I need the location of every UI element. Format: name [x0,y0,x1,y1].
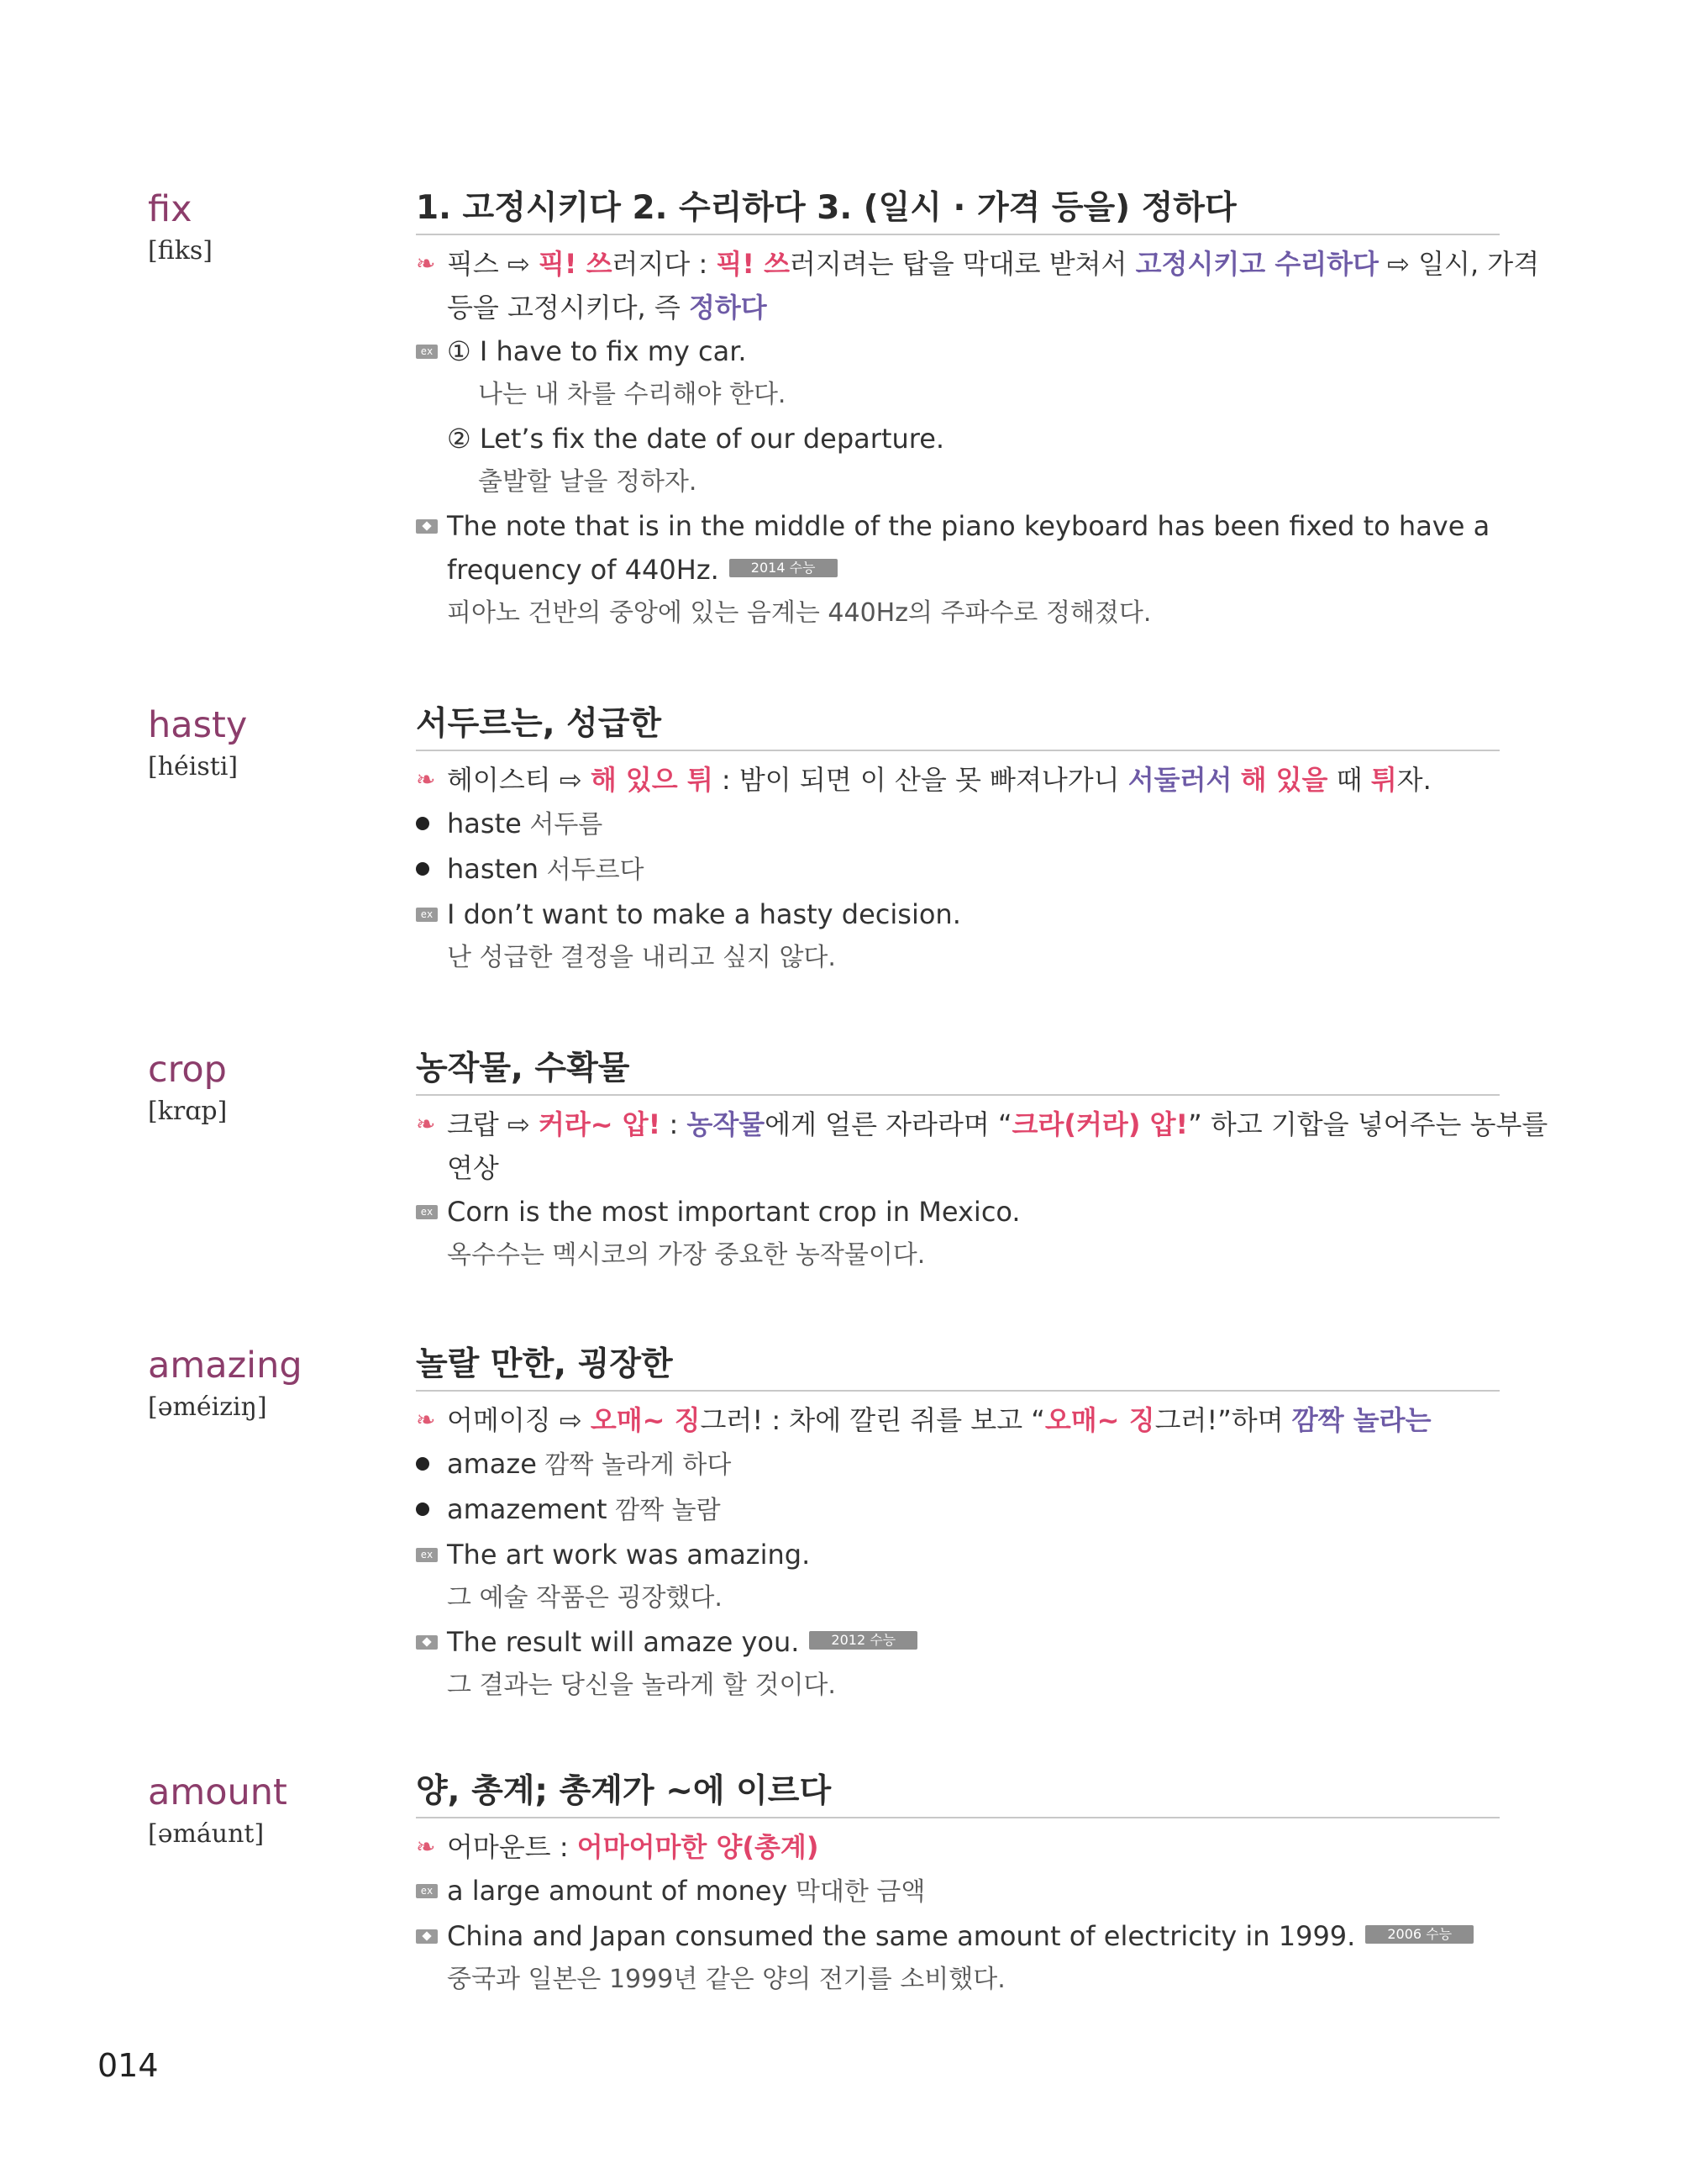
feather-icon: ❧ [416,1406,436,1434]
mnemonic-line [416,1103,1548,1146]
text: : [660,1108,687,1140]
text: 어마운트 : [447,1831,577,1863]
quote-translation: 중국과 일본은 1999년 같은 양의 전기를 소비했다. [447,1965,1006,1994]
derivative-line [416,802,1500,847]
quote-icon [416,1914,444,1958]
text: 크랍 ⇨ [447,1108,539,1140]
entry-body [416,1050,1548,1277]
highlight: 커라~ 압! [538,1108,661,1140]
highlight: 튀 [1370,764,1397,796]
headword: crop [148,1049,227,1091]
feather-icon: ❧ [416,250,436,277]
quote-line [416,1914,1500,1958]
quote-text: The note that is in the middle of the piano keyboard has been fixed to have a [447,510,1490,542]
quote-line [416,548,1500,592]
pronunciation: [héisti] [148,752,239,782]
example-translation: 옥수수는 멕시코의 가장 중요한 농작물이다. [447,1240,926,1270]
mnemonic-line [416,758,1500,802]
bullet-icon [416,802,444,845]
text: 러지다 : [612,248,717,280]
example-text: The art work was amazing. [447,1539,811,1571]
text: 헤이스티 ⇨ [447,764,591,796]
example-text: I don’t want to make a hasty decision. [447,898,961,930]
example-text: a large amount of money [447,1875,788,1907]
text: 어메이징 ⇨ [447,1404,591,1436]
text: 러지려는 탑을 막대로 받쳐서 [789,248,1136,280]
quote-translation: 그 결과는 당신을 놀라게 할 것이다. [447,1671,836,1700]
text: ⇨ 일시, 가격 [1378,248,1540,280]
derivative-line [416,1487,1500,1533]
highlight: 정하다 [688,292,767,324]
highlight: 농작물 [686,1108,765,1140]
quote-text: frequency of 440Hz. [447,554,719,586]
example-translation: 나는 내 차를 수리해야 한다. [478,380,786,409]
bullet-icon [416,1442,444,1486]
meaning-heading: 놀랄 만한, 굉장한 [416,1343,1500,1392]
highlight: 오매~ 징 [590,1404,701,1436]
example-line [416,1533,1500,1576]
meaning-heading: 농작물, 수확물 [416,1047,1500,1096]
text: 그러! : 차에 깔린 쥐를 보고 “ [700,1404,1045,1436]
meaning-heading: 1. 고정시키다 2. 수리하다 3. (일시 · 가격 등을) 정하다 [416,187,1500,235]
text: ” 하고 기합을 넣어주는 농부를 [1188,1108,1548,1140]
highlight: 어마어마한 양(총계) [576,1831,819,1863]
derivative-meaning: 서두르다 [539,855,644,885]
entry-body [416,189,1540,635]
entry-body [416,705,1500,980]
highlight: 크라(커라) 압! [1012,1108,1189,1140]
example-text: ② Let’s fix the date of our departure. [447,423,945,455]
pronunciation: [əméiziŋ] [148,1392,267,1422]
page-number: 014 [97,2047,159,2084]
example-translation: 난 성급한 결정을 내리고 싶지 않다. [447,943,836,972]
example-line [416,329,1500,373]
text: : 밤이 되면 이 산을 못 빠져나가니 [712,764,1128,796]
ex-icon: ex [416,329,444,373]
text: 때 [1327,764,1371,796]
highlight: 픽! 쓰 [538,248,612,280]
mnemonic-line [416,286,1500,329]
derivative-word: haste [447,808,522,839]
example-translation: 그 예술 작품은 굉장했다. [447,1583,723,1613]
pronunciation: [krɑp] [148,1097,228,1126]
example-line [416,1190,1500,1234]
derivative-line [416,1442,1500,1487]
text [1232,764,1240,796]
headword: amazing [148,1345,302,1387]
feather-icon: ❧ [416,1110,436,1138]
text: 연상 [447,1152,499,1184]
example-line [416,1869,1500,1914]
text: 픽스 ⇨ [447,248,539,280]
quote-icon [416,504,444,548]
ex-icon: ex [416,1869,444,1913]
bullet-icon [416,847,444,891]
feather-icon: ❧ [416,766,436,793]
derivative-meaning: 깜짝 놀람 [607,1496,721,1525]
meaning-heading: 양, 총계; 총계가 ~에 이르다 [416,1770,1500,1818]
year-badge: 2014 수능 [729,559,838,577]
highlight: 서둘러서 [1127,764,1232,796]
feather-icon: ❧ [416,1833,436,1860]
quote-text: China and Japan consumed the same amount of electricity in 1999. [447,1920,1356,1952]
bullet-icon [416,1487,444,1531]
highlight: 고정시키고 수리하다 [1135,248,1379,280]
pronunciation: [fiks] [148,236,213,266]
text: 그러!”하며 [1154,1404,1292,1436]
example-translation: 막대한 금액 [787,1877,926,1907]
quote-icon [416,1620,444,1664]
mnemonic-line [416,242,1540,286]
highlight: 해 있을 [1240,764,1328,796]
ex-icon: ex [416,1190,444,1234]
derivative-line [416,847,1500,892]
example-line [416,892,1500,936]
mnemonic-line [416,1398,1500,1442]
example-translation: 출발할 날을 정하자. [478,467,697,497]
mnemonic-line [416,1146,1500,1190]
highlight: 해 있으 튀 [590,764,713,796]
entry-body [416,1345,1500,1708]
highlight: 오매~ 징 [1044,1404,1155,1436]
headword: fix [148,188,192,230]
year-badge: 2012 수능 [809,1631,917,1650]
text: 등을 고정시키다, 즉 [447,292,689,324]
example-text: ① I have to fix my car. [447,335,747,367]
quote-line [416,504,1500,548]
highlight: 깜짝 놀라는 [1291,1404,1432,1436]
derivative-word: hasten [447,853,539,885]
example-text: Corn is the most important crop in Mexico. [447,1196,1021,1228]
text: 에게 얼른 자라라며 “ [765,1108,1012,1140]
derivative-word: amazement [447,1493,607,1525]
derivative-meaning: 서두름 [521,810,603,839]
derivative-meaning: 깜짝 놀라게 하다 [536,1450,732,1480]
entry-body [416,1772,1500,2002]
mnemonic-line [416,1825,1500,1869]
quote-line [416,1620,1500,1664]
meaning-heading: 서두르는, 성급한 [416,703,1500,751]
ex-icon: ex [416,892,444,936]
ex-icon: ex [416,1533,444,1576]
derivative-word: amaze [447,1448,537,1480]
pronunciation: [əmáunt] [148,1819,265,1849]
year-badge: 2006 수능 [1365,1925,1474,1944]
text: 자. [1396,764,1432,796]
headword: hasty [148,704,248,746]
quote-text: The result will amaze you. [447,1626,800,1658]
highlight: 픽! 쓰 [716,248,790,280]
quote-translation: 피아노 건반의 중앙에 있는 음계는 440Hz의 주파수로 정해졌다. [447,598,1152,628]
headword: amount [148,1771,287,1813]
